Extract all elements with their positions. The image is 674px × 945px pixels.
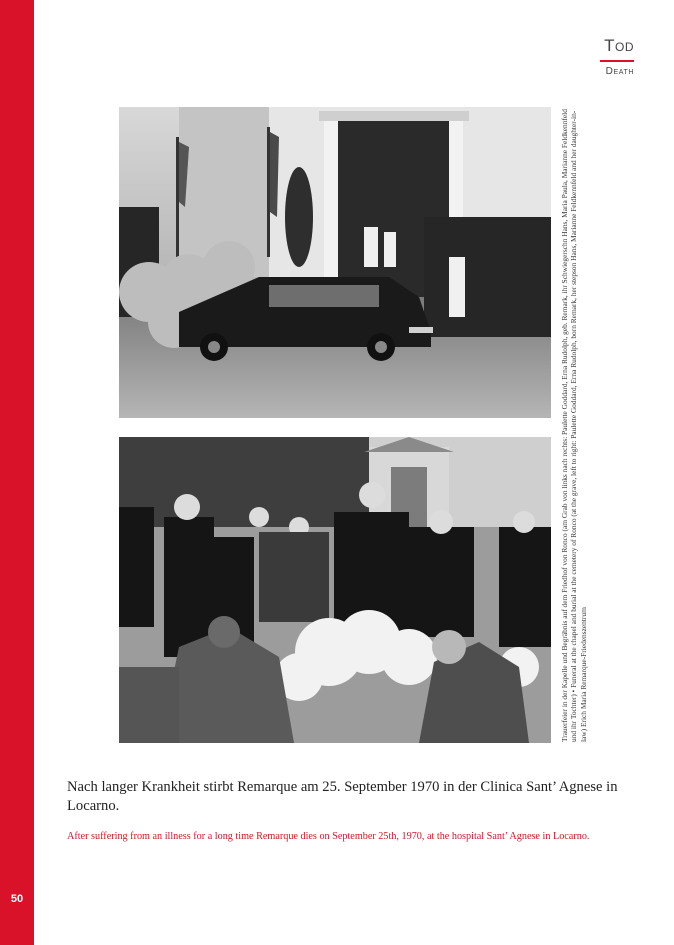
- photo-caption: Trauerfeier in der Kapelle und Begräbnis auf dem Friedhof von Ronco (am Grab von links nach rechts: Paulette Goddard, Erna Rudolph, geb. Remark, ihr Schwiegerschn Hans, Maria Paula, Marianne Feldkennfeld und ihr Tochter) • Funeral at the chapel and burial at the cemetery of Ronco (at the grave, left to right: Paulette Goddard, Erna Rudolph, born Remark, her stepson Hans, Marianne Feldkennfeld and her daughter-in-law) Erich Maria Remarque-Friedenszentrum: [560, 109, 588, 742]
- body-text-english: After suffering from an illness for a long time Remarque dies on September 25th, 1970, at the hospital Sant’ Agnese in Locarno.: [67, 831, 590, 842]
- funeral-chapel-photo: [119, 107, 551, 418]
- page-edge-bar: [0, 0, 34, 945]
- funeral-chapel-illustration: [119, 107, 551, 418]
- section-header: [554, 36, 634, 77]
- section-rule: [600, 60, 634, 62]
- burial-illustration: [119, 437, 551, 743]
- page-number: 50: [10, 893, 24, 905]
- burial-photo: [119, 437, 551, 743]
- body-text-german: Nach langer Krankheit stirbt Remarque am 25. September 1970 in der Clinica Sant’ Agnese in Locarno.: [67, 779, 618, 814]
- section-title: Tod: [604, 36, 634, 55]
- section-subtitle: Death: [605, 66, 634, 77]
